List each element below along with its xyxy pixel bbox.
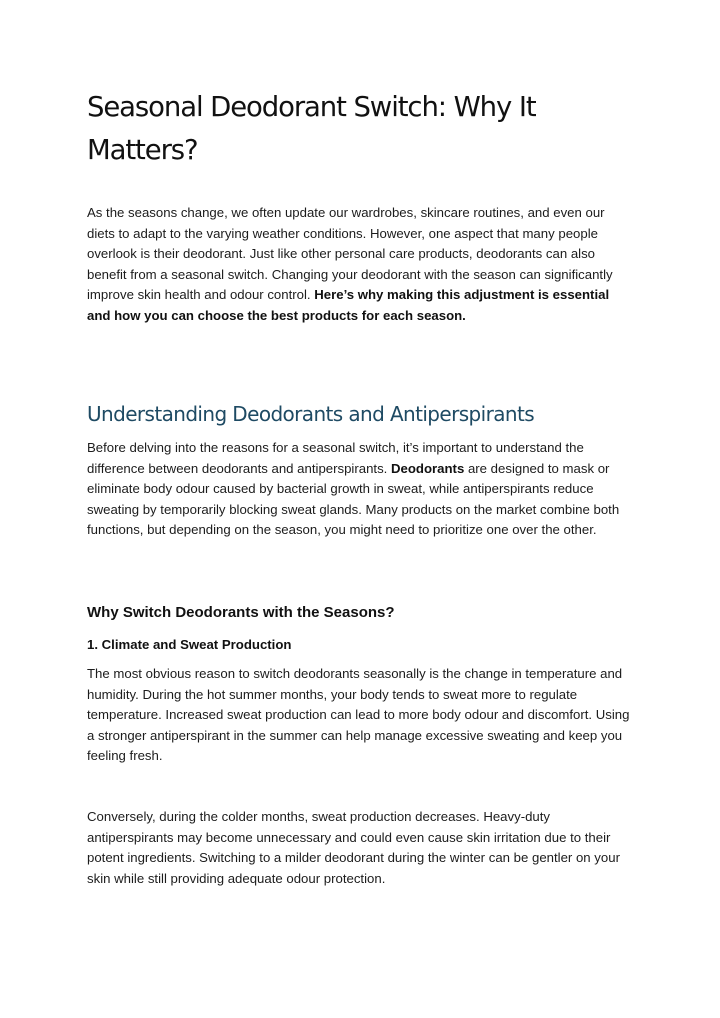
intro-paragraph	[87, 203, 635, 327]
section-heading-why-switch: Why Switch Deodorants with the Seasons?	[87, 604, 395, 621]
understanding-bold-text: Deodorants	[391, 460, 465, 476]
climate-paragraph-2: Conversely, during the colder months, sweat production decreases. Heavy-duty antiperspirants may become unnecessary and could even cause skin irritation due to their potent ingredients. Switching to a milder deodorant during the winter can be gentler on your skin while still providing adequate odour protection.	[87, 809, 620, 886]
understanding-text-after: are designed to mask or eliminate body odour caused by bacterial growth in sweat, while antiperspirants reduce sweating by temporarily blocking sweat glands. Many products on the market combine both functions, but depending on the season, you might need to prioritize one over the other.	[87, 460, 620, 538]
subheading-climate: 1. Climate and Sweat Production	[87, 637, 292, 652]
understanding-text-before: Before delving into the reasons for a seasonal switch, it’s important to understand the difference between deodorants and antiperspirants.	[87, 440, 584, 476]
intro-bold-text: Here’s why making this adjustment is essential and how you can choose the best products for each season.	[87, 287, 610, 323]
understanding-paragraph	[87, 438, 635, 541]
section-heading-understanding: Understanding Deodorants and Antiperspirants	[87, 402, 535, 426]
page-title: Seasonal Deodorant Switch: Why It Matters?	[87, 91, 536, 166]
intro-text: As the seasons change, we often update our wardrobes, skincare routines, and even our diets to adapt to the varying weather conditions. However, one aspect that many people overlook is their deodorant. Just like other personal care products, deodorants can also benefit from a seasonal switch. Changing your deodorant with the season can significantly improve skin health and odour control.	[87, 205, 613, 303]
climate-paragraph-1: The most obvious reason to switch deodorants seasonally is the change in temperature and humidity. During the hot summer months, your body tends to sweat more to regulate temperature. Increased sweat production can lead to more body odour and discomfort. Using a stronger antiperspirant in the summer can help manage excessive sweating and keep you feeling fresh.	[87, 666, 630, 764]
